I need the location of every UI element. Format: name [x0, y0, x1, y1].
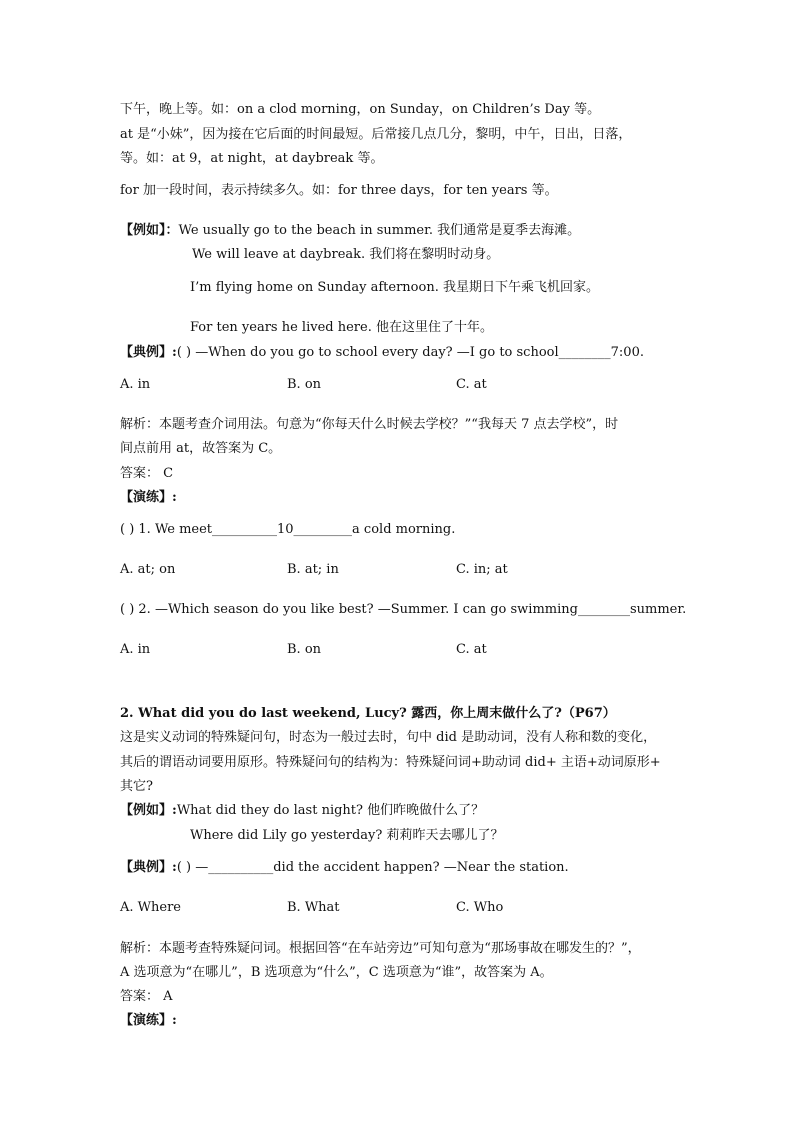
question-text: ( ) —When do you go to school every day? —I go to school________7:00.: [176, 345, 644, 360]
rule-on-continued: 下午，晚上等。如：on a clod morning，on Sunday，on Children’s Day 等。: [120, 102, 601, 117]
analysis-line2: 间点前用 at，故答案为 C。: [120, 441, 282, 456]
option-b: B. on: [287, 377, 322, 392]
example-sentence: For ten years he lived here. 他在这里住了十年。: [190, 320, 493, 335]
option-a: A. in: [120, 377, 151, 392]
example-sentence: What did they do last night? 他们昨晚做什么了？: [176, 803, 485, 818]
analysis-line2: A 选项意为“在哪儿”，B 选项意为“什么”，C 选项意为“谁”，故答案为 A。: [120, 965, 553, 980]
description-line2: 其后的谓语动词要用原形。特殊疑问句的结构为：特殊疑问词+助动词 did+ 主语+动词原形+: [120, 755, 661, 770]
analysis-line1: 解析：本题考查特殊疑问词。根据回答“在车站旁边”可知句意为“那场事故在哪发生的？”，: [120, 941, 641, 956]
rule-at-line2: 等。如：at 9，at night，at daybreak 等。: [120, 151, 384, 166]
typical-label: 【典例】:: [120, 860, 177, 875]
rule-for: for 加一段时间，表示持续多久。如：for three days，for ten years 等。: [120, 183, 558, 198]
practice-question-2: ( ) 2. —Which season do you like best? —Summer. I can go swimming________summer.: [120, 602, 687, 617]
question-text: ( ) —__________did the accident happen? —Near the station.: [176, 860, 569, 875]
description-line3: 其它?: [120, 779, 153, 794]
example-sentence: We will leave at daybreak. 我们将在黎明时动身。: [192, 247, 500, 262]
example-sentence: Where did Lily go yesterday? 莉莉昨天去哪儿了？: [190, 828, 504, 843]
option-b: B. What: [287, 900, 340, 915]
practice-question-1: ( ) 1. We meet__________10_________a cold morning.: [120, 522, 456, 537]
typical-question-2: [120, 859, 569, 877]
option-b: B. on: [287, 642, 322, 657]
example-block-1: [120, 222, 580, 240]
answer: 答案： A: [120, 989, 173, 1004]
option-c: C. Who: [456, 900, 504, 915]
option-a: A. Where: [120, 900, 181, 915]
typical-label: 【典例】:: [120, 345, 177, 360]
option-c: C. at: [456, 642, 487, 657]
option-b: B. at; in: [287, 562, 339, 577]
option-a: A. at; on: [120, 562, 176, 577]
description-line1: 这是实义动词的特殊疑问句，时态为一般过去时，句中 did 是助动词，没有人称和数的变化，: [120, 730, 657, 745]
example-sentence: I’m flying home on Sunday afternoon. 我星期日下午乘飞机回家。: [190, 280, 599, 295]
rule-at-line1: at 是“小妹”，因为接在它后面的时间最短。后常接几点几分，黎明，中午，日出，日落，: [120, 127, 632, 142]
analysis-line1: 解析：本题考查介词用法。句意为“你每天什么时候去学校？”“我每天 7 点去学校”，时: [120, 417, 619, 432]
answer: 答案： C: [120, 466, 174, 481]
typical-question-1: [120, 344, 644, 362]
option-c: C. at: [456, 377, 487, 392]
option-c: C. in; at: [456, 562, 508, 577]
example-label: 【例如】：: [120, 223, 179, 238]
option-a: A. in: [120, 642, 151, 657]
example-sentence: We usually go to the beach in summer. 我们通常是夏季去海滩。: [178, 223, 581, 238]
section-heading: 2. What did you do last weekend, Lucy? 露西，你上周末做什么了?（P67）: [120, 706, 616, 721]
practice-label: 【演练】:: [120, 1013, 177, 1028]
practice-label: 【演练】:: [120, 490, 177, 505]
example-label: 【例如】:: [120, 803, 177, 818]
example-block-2: [120, 802, 484, 820]
